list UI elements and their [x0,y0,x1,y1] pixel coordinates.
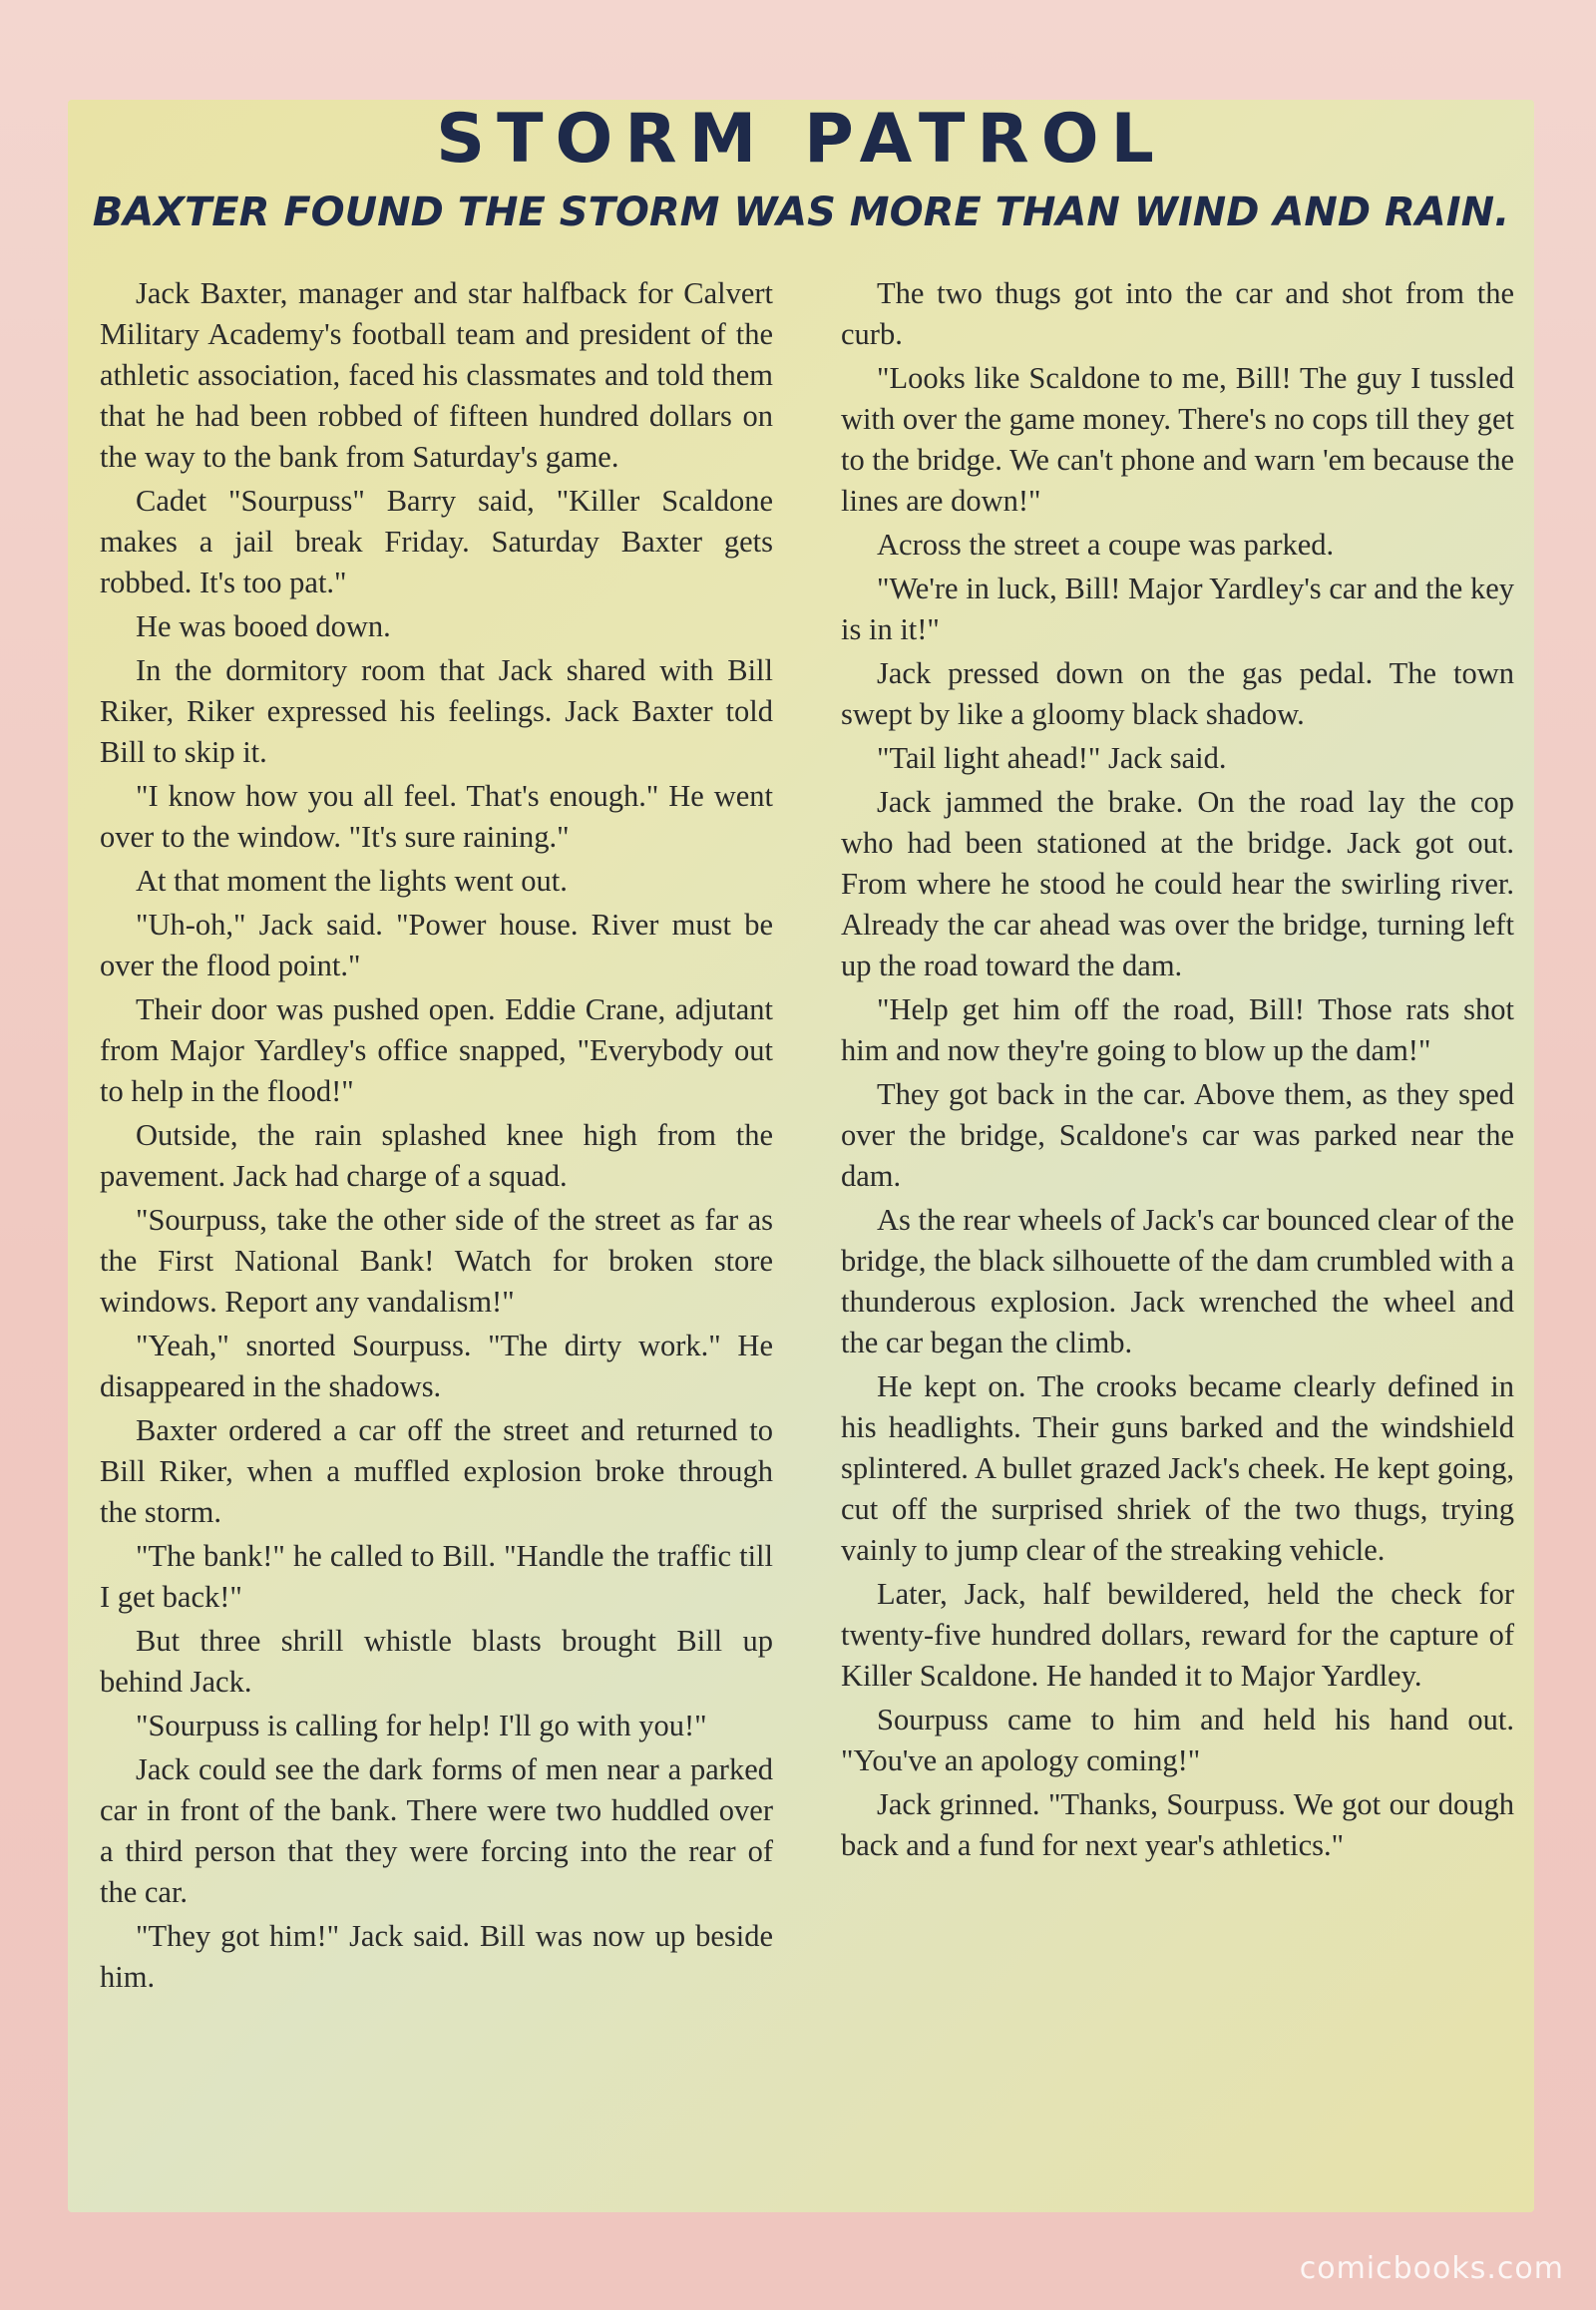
paragraph: He was booed down. [136,609,391,643]
paragraph: "Uh-oh," Jack said. "Power house. River must be over the flood point." [100,908,773,982]
story-subtitle: BAXTER FOUND THE STORM WAS MORE THAN WIND AND RAIN. [92,190,1510,235]
paragraph: Later, Jack, half bewildered, held the check for twenty-five hundred dollars, reward for the capture of Killer Scaldone. He handed it to Major Yardley. [841,1577,1514,1693]
right-column [841,273,1514,1869]
story-title: STORM PATROL [436,100,1166,179]
paragraph: Across the street a coupe was parked. [877,528,1335,562]
paragraph: But three shrill whistle blasts brought Bill up behind Jack. [100,1624,773,1699]
paragraph: Outside, the rain splashed knee high from the pavement. Jack had charge of a squad. [100,1118,773,1193]
left-column [100,273,773,2001]
paragraph: "Looks like Scaldone to me, Bill! The guy I tussled with over the game money. There's no cops till they get to the bridge. We can't phone and warn 'em because the lines are down!" [841,361,1514,518]
paragraph: "The bank!" he called to Bill. "Handle the traffic till I get back!" [100,1539,773,1614]
paragraph: "I know how you all feel. That's enough." He went over to the window. "It's sure raining." [100,779,773,854]
paragraph: Jack pressed down on the gas pedal. The town swept by like a gloomy black shadow. [841,656,1514,731]
paragraph: Jack grinned. "Thanks, Sourpuss. We got our dough back and a fund for next year's athletics." [841,1787,1514,1862]
paragraph: "Help get him off the road, Bill! Those rats shot him and now they're going to blow up the dam!" [841,992,1514,1067]
paragraph: Sourpuss came to him and held his hand out. "You've an apology coming!" [841,1703,1514,1777]
paragraph: "Yeah," snorted Sourpuss. "The dirty work." He disappeared in the shadows. [100,1329,773,1403]
paragraph: They got back in the car. Above them, as they sped over the bridge, Scaldone's car was parked near the dam. [841,1077,1514,1193]
paragraph: Their door was pushed open. Eddie Crane, adjutant from Major Yardley's office snapped, "Everybody out to help in the flood!" [100,992,773,1108]
paragraph: "They got him!" Jack said. Bill was now up beside him. [100,1919,773,1994]
paragraph: Cadet "Sourpuss" Barry said, "Killer Scaldone makes a jail break Friday. Saturday Baxter gets robbed. It's too pat." [100,484,773,599]
paragraph: "Sourpuss, take the other side of the street as far as the First National Bank! Watch for broken store windows. Report any vandalism!" [100,1203,773,1319]
paragraph: Jack could see the dark forms of men near a parked car in front of the bank. There were two huddled over a third person that they were forcing into the rear of the car. [100,1752,773,1909]
paragraph: Jack Baxter, manager and star halfback for Calvert Military Academy's football team and president of the athletic association, faced his classmates and told them that he had been robbed of fifteen hundred dollars on the way to the bank from Saturday's game. [100,276,773,474]
paragraph: Baxter ordered a car off the street and returned to Bill Riker, when a muffled explosion broke through the storm. [100,1413,773,1529]
paragraph: He kept on. The crooks became clearly defined in his headlights. Their guns barked and the windshield splintered. A bullet grazed Jack's cheek. He kept going, cut off the surprised shriek of the two thugs, trying vainly to jump clear of the streaking vehicle. [841,1369,1514,1567]
site-watermark: comicbooks.com [1299,2251,1564,2286]
paragraph: "Sourpuss is calling for help! I'll go with you!" [136,1709,707,1742]
paragraph: "We're in luck, Bill! Major Yardley's car and the key is in it!" [841,572,1514,646]
paragraph: At that moment the lights went out. [136,864,568,898]
paragraph: The two thugs got into the car and shot from the curb. [841,276,1514,351]
paragraph: As the rear wheels of Jack's car bounced clear of the bridge, the black silhouette of the dam crumbled with a thunderous explosion. Jack wrenched the wheel and the car began the climb. [841,1203,1514,1359]
paragraph: In the dormitory room that Jack shared with Bill Riker, Riker expressed his feelings. Jack Baxter told Bill to skip it. [100,653,773,769]
paragraph: "Tail light ahead!" Jack said. [877,741,1227,775]
paragraph: Jack jammed the brake. On the road lay the cop who had been stationed at the bridge. Jack got out. From where he stood he could hear the swirling river. Already the car ahead was over the bridge, turning left up the road toward the dam. [841,785,1514,982]
